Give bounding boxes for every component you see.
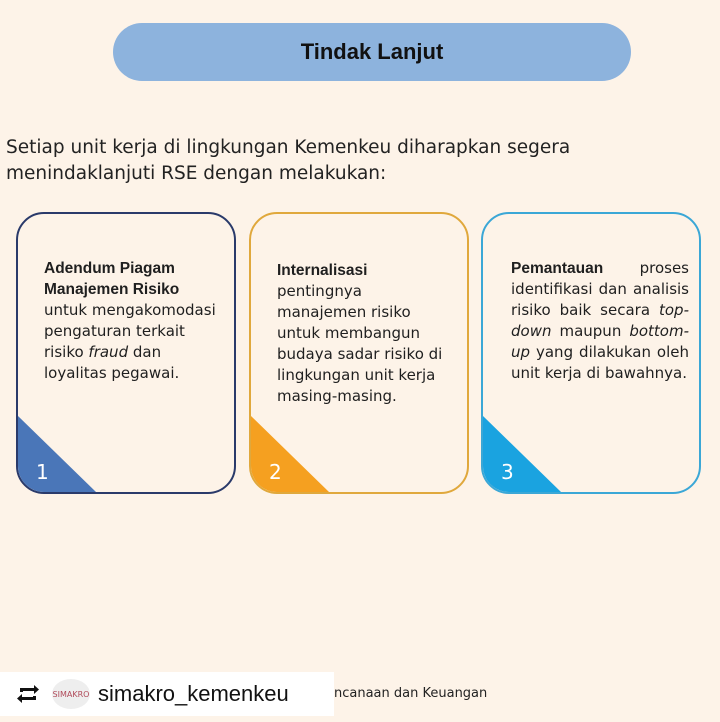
card-1 [16, 212, 236, 494]
page-title: Tindak Lanjut [300, 39, 444, 64]
card-3-corner-triangle [483, 416, 561, 492]
card-2-heading: Internalisasi [277, 262, 368, 279]
repost-icon[interactable] [14, 680, 42, 708]
card-3-text: Pemantauan proses identifikasi dan analisis risiko baik secara top-down maupun bottom-up yang dilakukan oleh unit kerja di bawahnya. [511, 259, 689, 382]
username[interactable]: simakro_kemenkeu [98, 681, 289, 706]
repost-attribution[interactable] [0, 672, 334, 716]
card-1-heading: Adendum Piagam Manajemen Risiko [44, 260, 180, 298]
card-2-corner-triangle [251, 416, 329, 492]
card-3 [481, 212, 701, 494]
card-3-number: 3 [501, 460, 514, 484]
card-2-number: 2 [269, 460, 282, 484]
footer-text: ncanaan dan Keuangan [334, 686, 488, 701]
card-1-number: 1 [36, 460, 49, 484]
card-2-text: Internalisasi pentingnya manajemen risiko untuk membangun budaya sadar risiko di lingkungan unit kerja masing-masing. [277, 262, 443, 405]
card-1-text: Adendum Piagam Manajemen Risiko untuk mengakomodasi pengaturan terkait risiko fraud dan loyalitas pegawai. [44, 260, 216, 382]
avatar[interactable]: SIMAKRO [52, 679, 90, 709]
card-2 [249, 212, 469, 494]
card-1-corner-triangle [18, 416, 96, 492]
card-3-heading: Pemantauan [511, 260, 604, 277]
title-banner [113, 23, 631, 81]
intro-text: Setiap unit kerja di lingkungan Kemenkeu diharapkan segera menindaklanjuti RSE dengan melakukan: [6, 137, 571, 184]
